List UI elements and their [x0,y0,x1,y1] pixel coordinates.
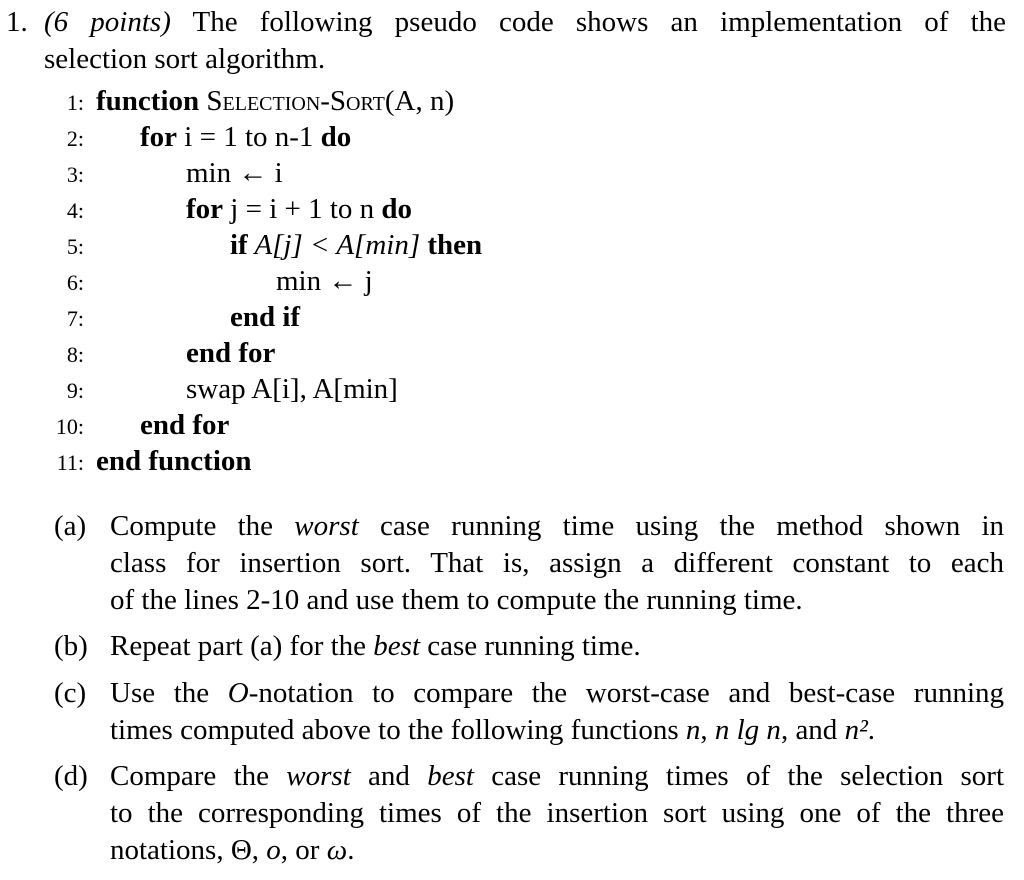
question-intro-line-2: selection sort algorithm. [44,43,326,75]
code-line-6 [0,263,1024,299]
line-number: 11: [56,450,84,475]
text: Repeat part (a) for the [110,630,374,662]
part-d-line-3 [110,832,1004,869]
part-d-line-2: to the corresponding times of the insertion sort using one of the three [110,797,1004,829]
part-text [110,628,1004,665]
code-line-4 [0,191,1024,227]
code-line-8 [0,335,1024,371]
text: Use the [110,677,228,709]
code-line-7 [0,299,1024,335]
text: case running time. [420,630,641,662]
text: , [700,714,715,746]
code-text: end for [140,409,230,441]
code-text [140,119,351,155]
text: Compare the [110,760,287,792]
question-intro-text-1: The following pseudo code shows an implementation of the [192,6,1006,38]
part-c-line-2 [110,712,1004,749]
question-intro-line-1 [44,4,1006,41]
line-number: 8: [66,342,84,367]
code-text [186,191,412,227]
question-points: (6 points) [44,6,171,38]
text: , and [780,714,845,746]
part-a-line-3: of the lines 2-10 and use them to compute the running time. [110,584,803,616]
omega-symbol: ω [326,834,348,866]
text: case running times of the selection sort [473,760,1004,792]
line-number: 6: [66,270,84,295]
loop-range: j = i + 1 to n [223,193,382,225]
part-text [110,758,1004,869]
text: times computed above to the following functions [110,714,686,746]
keyword-for: for [140,121,178,153]
part-label: (d) [54,760,88,792]
emphasis: worst [294,510,359,542]
code-line-10 [0,407,1024,443]
part-text [110,675,1004,749]
part-b-line-1 [110,628,1004,665]
line-number: 4: [66,198,84,223]
code-line-3 [0,155,1024,191]
line-number: 5: [66,234,84,259]
text: Compute the [110,510,295,542]
code-line-11 [0,443,1024,479]
function-args: (A, n) [384,85,455,117]
keyword-do: do [381,193,413,225]
part-a-line-2: class for insertion sort. That is, assign a different constant to each [110,547,1004,579]
code-text: end if [230,301,301,333]
text: case running time using the method shown in [358,510,1005,542]
code-text: end function [96,445,252,477]
keyword-function: function [96,85,200,117]
loop-range: i = 1 to n-1 [177,121,321,153]
emphasis: worst [286,760,351,792]
text: notations, Θ, [110,834,267,866]
keyword-then: then [427,229,483,261]
text: . [347,834,355,866]
text: and [350,760,428,792]
code-text [96,83,454,119]
part-text [110,508,1004,619]
condition: A[j] < A[min] [247,229,428,261]
part-a-line-1 [110,508,1004,545]
code-text: min ← j [276,265,373,297]
line-number: 9: [66,378,84,403]
part-label: (a) [54,510,87,542]
code-text: end for [186,337,276,369]
question-number: 1. [6,6,28,38]
function-n-lg-n: n lg n [714,714,781,746]
emphasis: best [427,760,474,792]
code-line-5 [0,227,1024,263]
code-text: swap A[i], A[min] [186,373,398,405]
keyword-for: for [186,193,224,225]
function-n: n [685,714,701,746]
part-d-line-1 [110,758,1004,795]
line-number: 3: [66,162,84,187]
little-o-symbol: o [266,834,281,866]
question-intro [44,4,1006,78]
function-name: Selection-Sort [206,85,385,117]
function-n-squared: n² [844,714,868,746]
line-number: 1: [66,90,84,115]
keyword-do: do [320,121,352,153]
text: -notation to compare the worst-case and best-case running [248,677,1005,709]
line-number: 7: [66,306,84,331]
code-line-9 [0,371,1024,407]
keyword-if: if [230,229,248,261]
code-line-2 [0,119,1024,155]
part-c-line-1 [110,675,1004,712]
line-number: 10: [55,414,84,439]
text: . [867,714,876,746]
code-line-1 [0,83,1024,119]
part-label: (c) [54,677,87,709]
part-label: (b) [54,630,88,662]
text: , or [280,834,327,866]
code-text [230,227,482,263]
big-o-symbol: O [227,677,249,709]
emphasis: best [373,630,420,662]
line-number: 2: [66,126,84,151]
code-text: min ← i [186,157,283,189]
